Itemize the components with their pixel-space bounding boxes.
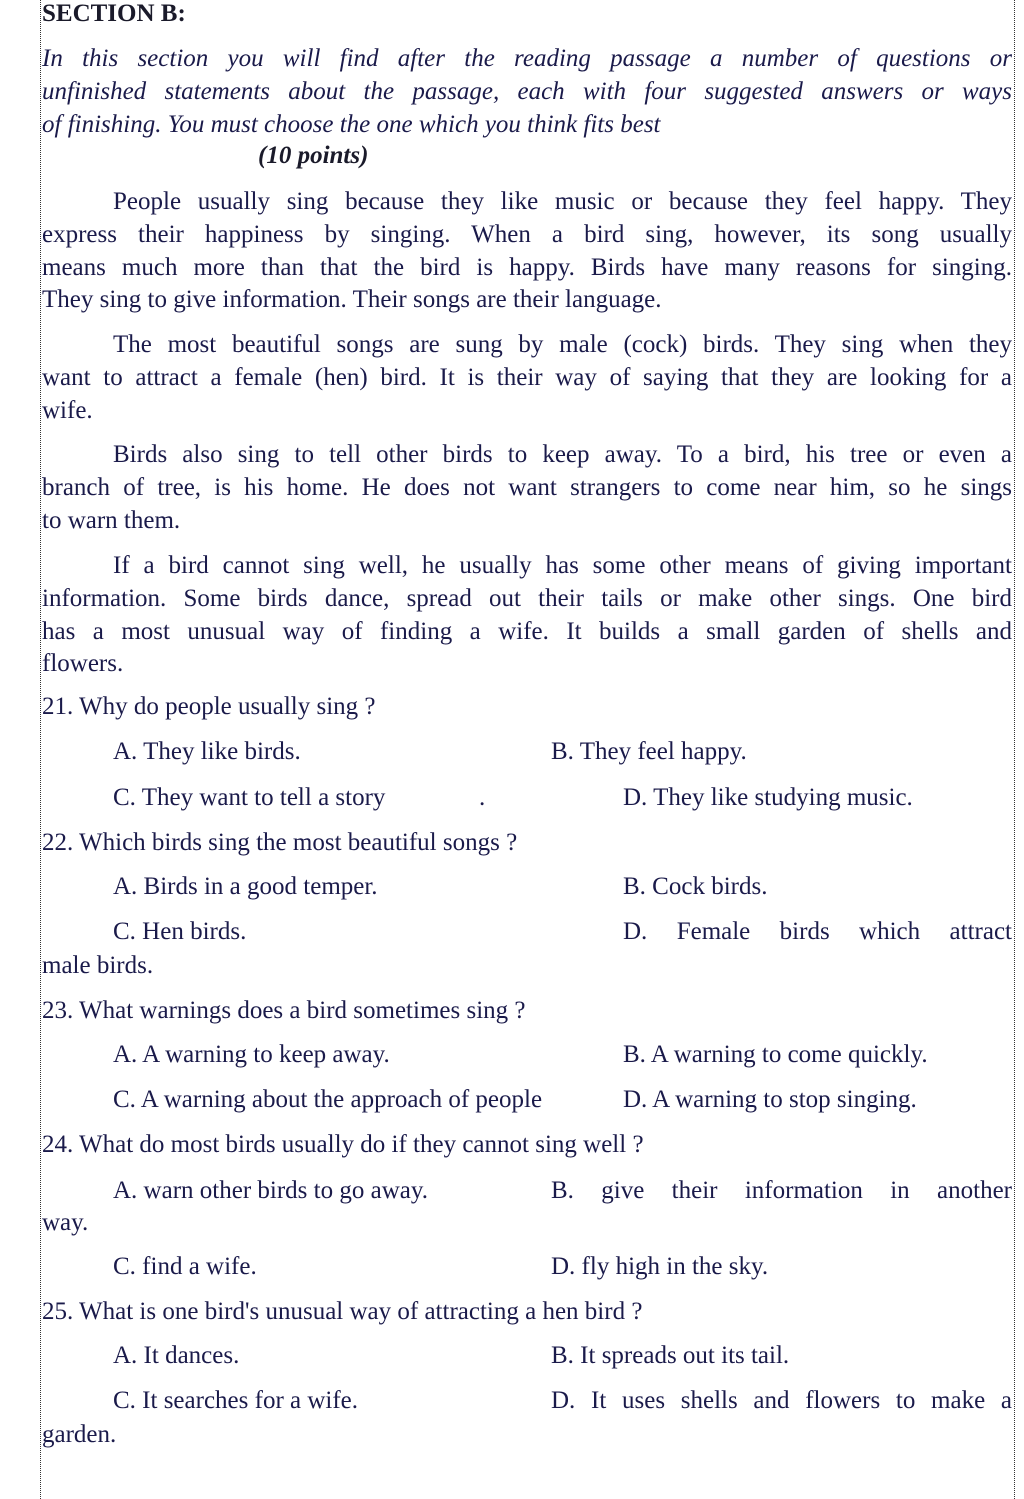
question-25-option-d: D. It uses shells and flowers to make a <box>551 1387 1012 1414</box>
question-25-option-c: C. It searches for a wife. <box>113 1387 359 1414</box>
question-21-option-a: A. They like birds. <box>113 738 301 765</box>
question-25-option-d-continued: garden. <box>42 1421 117 1448</box>
question-24-option-d: D. fly high in the sky. <box>551 1253 769 1280</box>
passage-p4-line-2: information. Some birds dance, spread out their tails or make other sings. One bird <box>42 585 1012 612</box>
passage-p4-line-1: If a bird cannot sing well, he usually has some other means of giving important <box>113 552 1012 579</box>
question-22-option-a: A. Birds in a good temper. <box>113 873 378 900</box>
passage-p1-line-1: People usually sing because they like music or because they feel happy. They <box>113 188 1012 215</box>
question-23-option-b: B. A warning to come quickly. <box>623 1041 928 1068</box>
points-label: (10 points) <box>258 142 369 169</box>
instructions-line-1: In this section you will find after the reading passage a number of questions or <box>42 45 1012 72</box>
instructions-line-2: unfinished statements about the passage, each with four suggested answers or ways <box>42 78 1012 105</box>
question-21-option-b: B. They feel happy. <box>551 738 747 765</box>
question-24-stem: 24. What do most birds usually do if they cannot sing well ? <box>42 1131 644 1158</box>
passage-p1-line-3: means much more than that the bird is happy. Birds have many reasons for singing. <box>42 254 1012 281</box>
question-21-stray-dot: . <box>479 784 486 811</box>
question-23-stem: 23. What warnings does a bird sometimes sing ? <box>42 997 526 1024</box>
question-23-option-a: A. A warning to keep away. <box>113 1041 390 1068</box>
question-21-option-c: C. They want to tell a story <box>113 784 386 811</box>
question-22-option-b: B. Cock birds. <box>623 873 768 900</box>
section-title: SECTION B: <box>42 0 186 27</box>
question-21-option-d: D. They like studying music. <box>623 784 913 811</box>
page-border-left <box>40 0 41 1499</box>
question-24-option-b: B. give their information in another <box>551 1177 1012 1204</box>
passage-p2-line-1: The most beautiful songs are sung by male (cock) birds. They sing when they <box>113 331 1012 358</box>
question-22-option-d-continued: male birds. <box>42 952 154 979</box>
question-23-option-d: D. A warning to stop singing. <box>623 1086 917 1113</box>
question-25-stem: 25. What is one bird's unusual way of attracting a hen bird ? <box>42 1298 643 1325</box>
instructions-line-3: of finishing. You must choose the one which you think fits best <box>42 111 661 138</box>
passage-p2-line-2: want to attract a female (hen) bird. It is their way of saying that they are looking for a <box>42 364 1012 391</box>
question-24-option-b-continued: way. <box>42 1209 89 1236</box>
passage-p3-line-2: branch of tree, is his home. He does not want strangers to come near him, so he sings <box>42 474 1012 501</box>
question-22-stem: 22. Which birds sing the most beautiful songs ? <box>42 829 518 856</box>
passage-p2-line-3: wife. <box>42 397 93 424</box>
question-24-option-c: C. find a wife. <box>113 1253 257 1280</box>
question-24-option-a: A. warn other birds to go away. <box>113 1177 428 1204</box>
passage-p1-line-2: express their happiness by singing. When a bird sing, however, its song usually <box>42 221 1012 248</box>
passage-p3-line-3: to warn them. <box>42 507 181 534</box>
question-22-option-c: C. Hen birds. <box>113 918 247 945</box>
question-25-option-b: B. It spreads out its tail. <box>551 1342 790 1369</box>
question-21-stem: 21. Why do people usually sing ? <box>42 693 376 720</box>
passage-p3-line-1: Birds also sing to tell other birds to keep away. To a bird, his tree or even a <box>113 441 1012 468</box>
question-22-option-d: D. Female birds which attract <box>623 918 1012 945</box>
passage-p4-line-3: has a most unusual way of finding a wife. It builds a small garden of shells and <box>42 618 1012 645</box>
page-border-right <box>1014 0 1015 1499</box>
question-25-option-a: A. It dances. <box>113 1342 240 1369</box>
passage-p1-line-4: They sing to give information. Their songs are their language. <box>42 286 662 313</box>
question-23-option-c: C. A warning about the approach of people <box>113 1086 543 1113</box>
passage-p4-line-4: flowers. <box>42 650 124 677</box>
